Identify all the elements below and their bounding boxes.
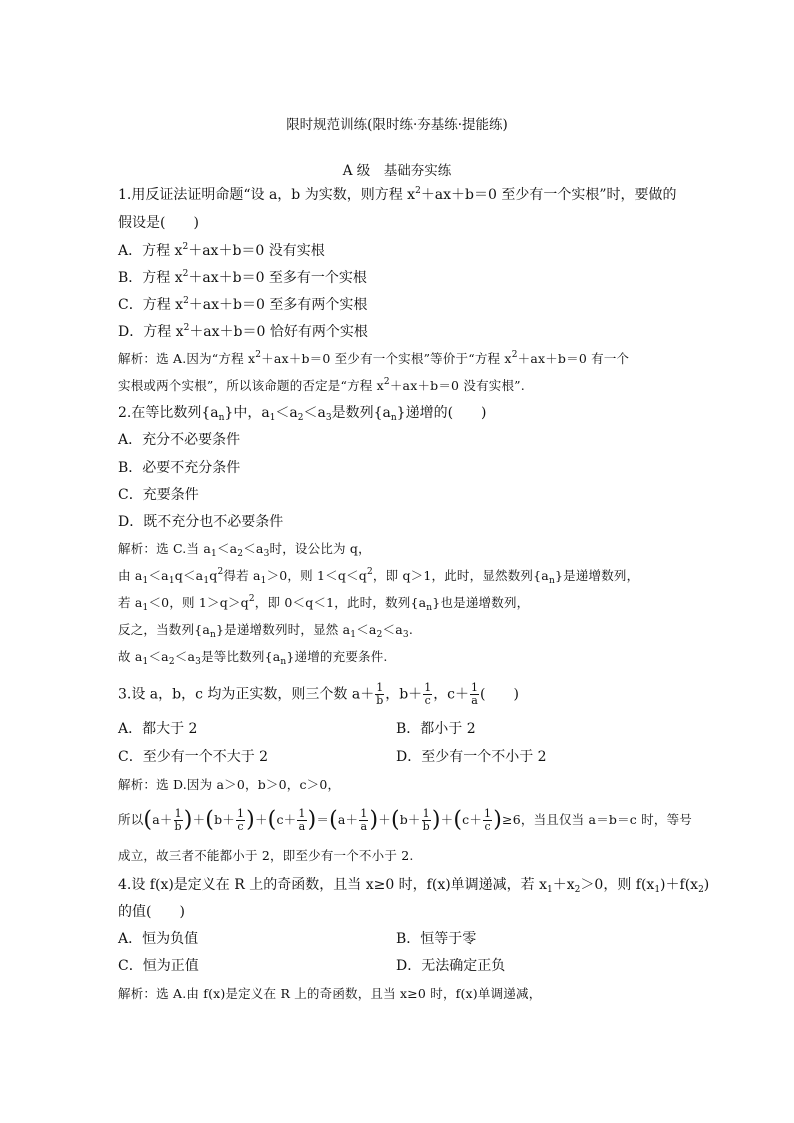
section-level-heading: A 级 基础夯实练: [342, 163, 452, 179]
q3-solution-line-3: 成立，故三者不能都小于 2，即至少有一个不小于 2.: [118, 848, 414, 863]
q4-stem-line-1: 4.设 f(x)是定义在 R 上的奇函数，且当 x≥0 时，f(x)单调递减，若 $x_1+x_2>0$，则 $f(x_1)+f(x_2)$: [118, 877, 710, 895]
q4-stem-line-2: 的值( ): [118, 904, 185, 920]
q2-solution-line-5: 故 $a_1<a_2<a_3$是等比数列$\{a_n\}$递增的充要条件.: [118, 649, 388, 667]
q2-option-a: A．充分不必要条件: [118, 432, 241, 448]
q1-option-a: A．方程 $x^2+ax+b=0$ 没有实根: [118, 242, 325, 259]
q4-option-a: A．恒为负值: [118, 931, 199, 947]
q2-option-c: C．充要条件: [118, 487, 199, 503]
q3-stem: 3.设 a，b，c 均为正实数，则三个数 a＋ $\frac{1}{b}$ ，b＋ $\frac{1}{c}$ ，c＋ $\frac{1}{a}$ ( ): [118, 681, 519, 707]
q2-solution-line-3: 若 $a_1<0$，则 $1>q>q^2$，即 0＜q＜1，此时，数列$\{a_n\}$也是递增数列，: [118, 594, 530, 613]
q1-option-c: C．方程 $x^2+ax+b=0$ 至多有两个实根: [118, 296, 368, 313]
q4-option-c: C．恒为正值: [118, 958, 199, 974]
q3-solution-line-1: 解析：选 D.因为 a＞0，b＞0，c＞0，: [118, 777, 341, 792]
q3-solution-line-2: 所以(a＋ $\frac{1}{b}$ )＋(b＋ $\frac{1}{c}$ )＋(c＋ $\frac{1}{a}$ )＝(a＋ $\frac{1}{a}$ )＋(b＋ $\frac{1}{b}$ )＋(c＋ $\frac{1}{c}$ )≥6，当且仅当 a＝b＝c 时，等号: [118, 807, 692, 833]
q4-option-d: D．无法确定正负: [396, 958, 506, 974]
q3-option-c: C．至少有一个不大于 2: [118, 749, 269, 765]
q1-stem-line-1: 1.用反证法证明命题“设 a，b 为实数，则方程 $x^2+ax+b=0$ 至少有一个实根”时，要做的: [118, 186, 677, 203]
q3-option-d: D．至少有一个不小于 2: [396, 749, 547, 765]
q2-option-b: B．必要不充分条件: [118, 460, 241, 476]
q1-option-b: B．方程 $x^2+ax+b=0$ 至多有一个实根: [118, 269, 367, 286]
q3-option-a: A．都大于 2: [118, 721, 198, 737]
q2-stem: 2.在等比数列$\{a_n\}$中，$a_1<a_2<a_3$是数列$\{a_n\}$递增的( ): [118, 405, 487, 423]
q1-option-d: D．方程 $x^2+ax+b=0$ 恰好有两个实根: [118, 323, 368, 340]
q2-solution-line-4: 反之，当数列$\{a_n\}$是递增数列时，显然 $a_1<a_2<a_3$.: [118, 622, 414, 640]
q2-option-d: D．既不充分也不必要条件: [118, 514, 284, 530]
q3-option-b: B．都小于 2: [396, 721, 476, 737]
q1-stem-line-2: 假设是( ): [118, 215, 199, 231]
q2-solution-line-1: 解析：选 C.当 $a_1<a_2<a_3$时，设公比为 q，: [118, 541, 371, 559]
q4-option-b: B．恒等于零: [396, 931, 477, 947]
q1-solution-line-1: 解析：选 A.因为“方程 $x^2+ax+b=0$ 至少有一个实根”等价于“方程 $x^2+ax+b=0$ 有一个: [118, 350, 630, 366]
q4-solution-line-1: 解析：选 A.由 f(x)是定义在 R 上的奇函数，且当 x≥0 时，f(x)单调递减，: [118, 986, 542, 1001]
q1-solution-line-2: 实根或两个实根”，所以该命题的否定是“方程 $x^2+ax+b=0$ 没有实根”.: [118, 377, 525, 393]
page-title: 限时规范训练(限时练·夯基练·提能练): [286, 117, 508, 133]
q2-solution-line-2: 由 $a_1<a_1q<a_1q^2$得若 $a_1>0$，则 $1<q<q^2$，即 q＞1，此时，显然数列$\{a_n\}$是递增数列，: [118, 567, 640, 586]
